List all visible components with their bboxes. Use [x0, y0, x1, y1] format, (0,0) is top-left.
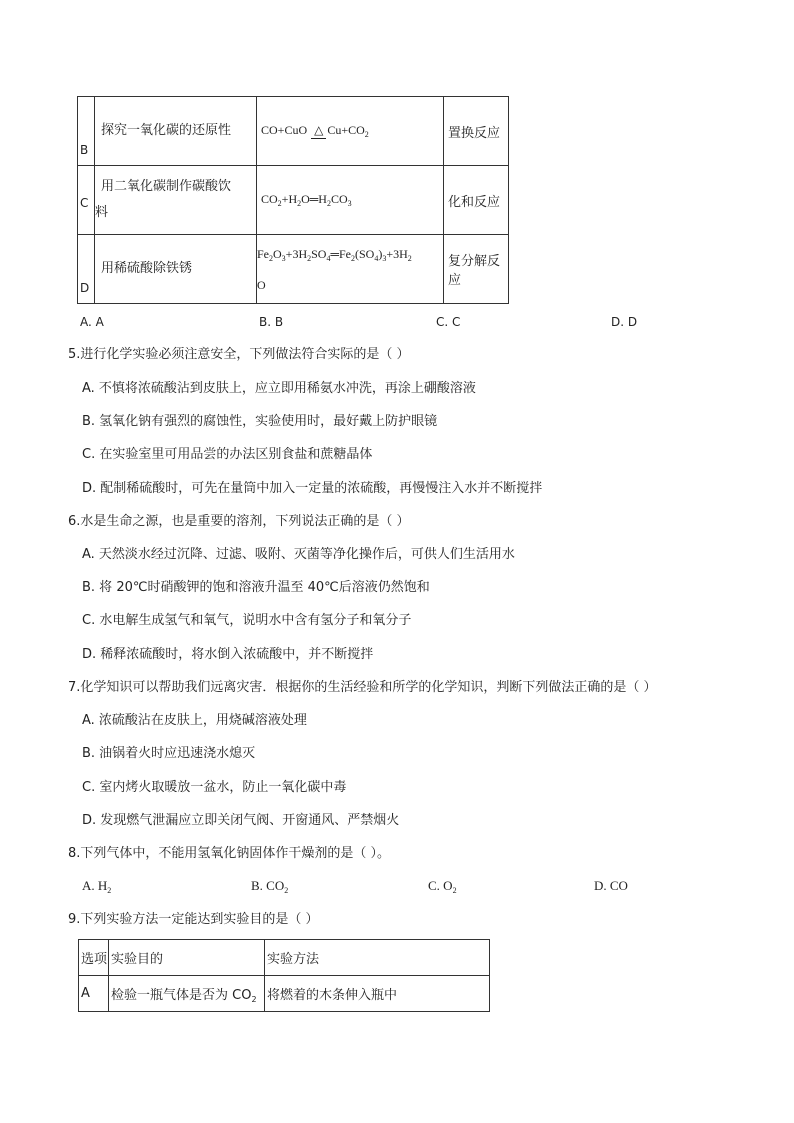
- q8-option-a: A. $H_2$: [82, 878, 112, 895]
- table-header-row: [79, 940, 490, 976]
- table-row: [79, 976, 490, 1012]
- reaction-type-cell: 复分解反应: [444, 235, 509, 304]
- header-option: 选项: [79, 940, 109, 976]
- q5-option-d: D. 配制稀硫酸时，可先在量筒中加入一定量的浓硫酸，再慢慢注入水并不断搅拌: [82, 481, 543, 496]
- table-row: [78, 97, 509, 166]
- q5-option-b: B. 氢氧化钠有强烈的腐蚀性，实验使用时，最好戴上防护眼镜: [82, 414, 438, 429]
- experiment-table: [78, 939, 490, 1012]
- purpose-cell: 用二氧化碳制作碳酸饮 料: [95, 166, 257, 235]
- reaction-table: [77, 96, 509, 304]
- header-purpose: 实验目的: [109, 940, 265, 976]
- question-7-stem: 7.化学知识可以帮助我们远离灾害．根据你的生活经验和所学的化学知识，判断下列做法正确的是（ ）: [68, 680, 657, 695]
- q7-option-d: D. 发现燃气泄漏应立即关闭气阀、开窗通风、严禁烟火: [82, 813, 400, 828]
- row-purpose: 检验一瓶气体是否为 $CO_2$: [109, 976, 265, 1012]
- q6-option-b: B. 将 20℃时硝酸钾的饱和溶液升温至 40℃后溶液仍然饱和: [82, 580, 430, 595]
- option-d: D. D: [611, 315, 638, 329]
- option-b: B. B: [259, 315, 284, 329]
- table-row: [78, 235, 509, 304]
- option-letter: D: [78, 235, 95, 304]
- equation-cell: CO+CuO △ $Cu+CO_2$: [257, 97, 444, 166]
- question-9-stem: 9.下列实验方法一定能达到实验目的是（ ）: [68, 912, 319, 927]
- q8-option-d: D. CO: [594, 878, 628, 893]
- option-a: A. A: [80, 315, 104, 329]
- q6-option-a: A. 天然淡水经过沉降、过滤、吸附、灭菌等净化操作后，可供人们生活用水: [82, 547, 515, 562]
- q6-option-d: D. 稀释浓硫酸时，将水倒入浓硫酸中，并不断搅拌: [82, 647, 374, 662]
- q7-option-c: C. 室内烤火取暖放一盆水，防止一氧化碳中毒: [82, 780, 347, 795]
- option-c: C. C: [436, 315, 461, 329]
- equation-cell: $CO_2+H_2O═H_2CO_3$: [257, 166, 444, 235]
- header-method: 实验方法: [265, 940, 490, 976]
- q7-option-a: A. 浓硫酸沾在皮肤上，用烧碱溶液处理: [82, 713, 307, 728]
- question-6-stem: 6.水是生命之源，也是重要的溶剂，下列说法正确的是（ ）: [68, 514, 410, 529]
- q6-option-c: C. 水电解生成氢气和氧气，说明水中含有氢分子和氧分子: [82, 613, 412, 628]
- question-5-stem: 5.进行化学实验必须注意安全，下列做法符合实际的是（ ）: [68, 347, 410, 362]
- option-letter: C: [78, 166, 95, 235]
- q8-option-c: C. $O_2$: [428, 878, 457, 895]
- heat-condition: △: [311, 123, 326, 139]
- row-option: A: [79, 976, 109, 1012]
- q8-option-b: B. $CO_2$: [251, 878, 289, 895]
- reaction-type-cell: 化和反应: [444, 166, 509, 235]
- purpose-cell: 探究一氧化碳的还原性: [95, 97, 257, 166]
- reaction-type-cell: 置换反应: [444, 97, 509, 166]
- row-method: 将燃着的木条伸入瓶中: [265, 976, 490, 1012]
- question-8-stem: 8.下列气体中，不能用氢氧化钠固体作干燥剂的是（ ）。: [68, 846, 391, 861]
- q5-option-a: A. 不慎将浓硫酸沾到皮肤上，应立即用稀氨水冲洗，再涂上硼酸溶液: [82, 381, 476, 396]
- q7-option-b: B. 油锅着火时应迅速浇水熄灭: [82, 746, 256, 761]
- q5-option-c: C. 在实验室里可用品尝的办法区别食盐和蔗糖晶体: [82, 447, 373, 462]
- equation-cell: $Fe_2O_3+3H_2SO_4═Fe_2(SO_4)_3+3H_2$ O: [257, 235, 444, 304]
- table-row: [78, 166, 509, 235]
- option-letter: B: [78, 97, 95, 166]
- purpose-cell: 用稀硫酸除铁锈: [95, 235, 257, 304]
